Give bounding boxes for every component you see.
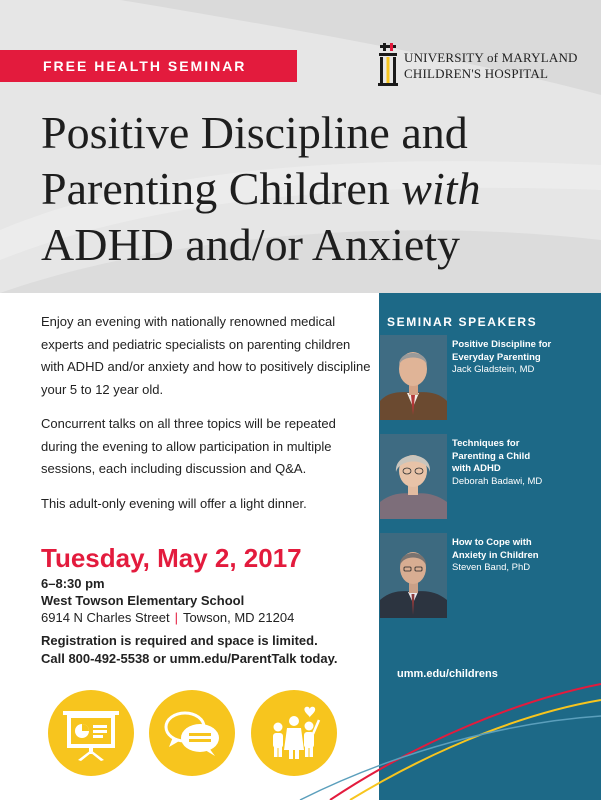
event-date: Tuesday, May 2, 2017 — [41, 543, 302, 573]
logo-hospital-text: CHILDREN'S HOSPITAL — [404, 66, 549, 81]
registration-line-1: Registration is required and space is limited. — [41, 633, 318, 648]
registration-line-2: Call 800-492-5538 or umm.edu/ParentTalk today. — [41, 651, 338, 666]
title-line-3: ADHD and/or Anxiety — [41, 219, 461, 270]
logo-university-text: UNIVERSITY of MARYLAND — [404, 50, 578, 65]
speaker-1-name: Jack Gladstein, MD — [452, 364, 535, 375]
description-paragraph-3: This adult-only evening will offer a light dinner. — [41, 495, 307, 511]
speaker-3-name: Steven Band, PhD — [452, 562, 531, 573]
speaker-3-topic-line-2: Anxiety in Children — [452, 549, 539, 561]
title-line-1: Positive Discipline and — [41, 107, 468, 158]
description-paragraph-2: Concurrent talks on all three topics will be repeated during the evening to allow participation in multiple sessions, each including discussion and Q&A. — [41, 416, 336, 476]
childrens-website-link[interactable]: umm.edu/childrens — [397, 668, 498, 680]
seminar-banner-label: FREE HEALTH SEMINAR — [43, 58, 247, 74]
event-time: 6–8:30 pm — [41, 576, 105, 591]
speaker-2-topic-line-3: with ADHD — [452, 463, 501, 474]
speaker-2-topic-line-2: Parenting a Child — [452, 450, 531, 462]
speaker-1-topic-line-2: Everyday Parenting — [452, 351, 541, 363]
speaker-3-topic-line-1: How to Cope with — [452, 537, 532, 548]
address-city: Towson, MD 21204 — [183, 610, 295, 625]
address-separator: | — [174, 610, 179, 625]
title-line-2-text: Parenting Children — [41, 163, 402, 214]
speaker-1-topic-line-1: Positive Discipline for — [452, 339, 552, 350]
speaker-2-name: Deborah Badawi, MD — [452, 475, 543, 487]
event-venue: West Towson Elementary School — [41, 593, 245, 608]
address-street: 6914 N Charles Street — [41, 610, 170, 625]
speaker-2-topic-line-1: Techniques for — [452, 438, 520, 449]
description-paragraph-1: Enjoy an evening with nationally renowned medical experts and pediatric specialists on parenting children with ADHD and/or anxiety and how to positively discipline your 5 to 12 year old. — [41, 314, 371, 397]
speakers-heading: SEMINAR SPEAKERS — [387, 315, 538, 329]
title-line-2-italic: with — [401, 163, 481, 214]
